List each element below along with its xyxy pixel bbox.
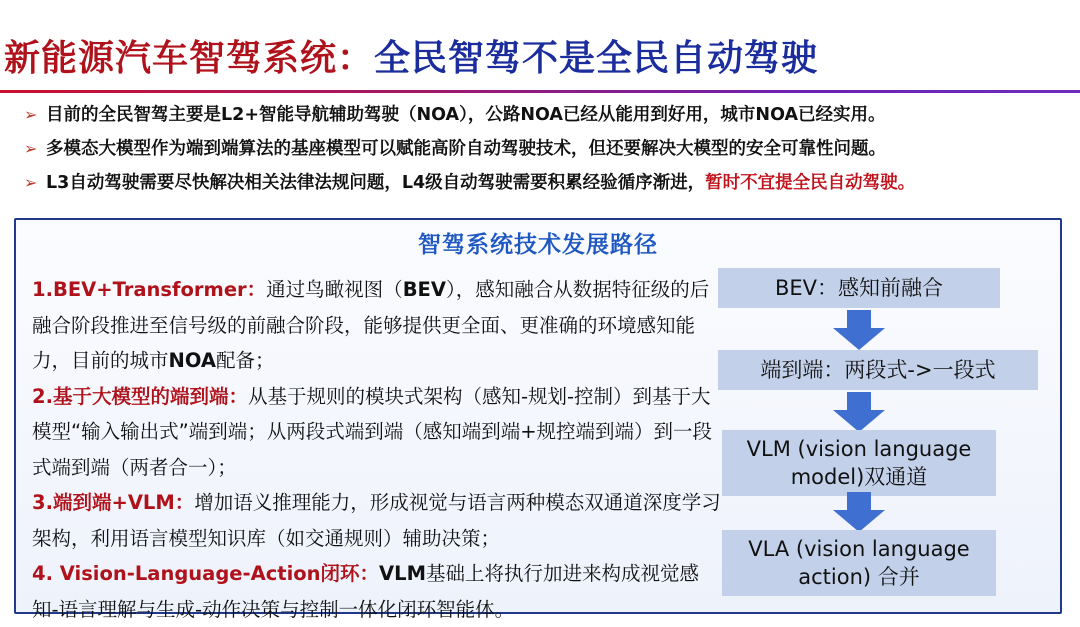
flow-diagram [716, 268, 1016, 598]
roadmap-item-heading: 4. Vision-Language-Action闭环： [32, 562, 380, 585]
roadmap-item-text: 配备； [215, 349, 275, 372]
title-part-2: 全民智驾不是全民自动驾驶 [374, 38, 819, 79]
bullet-text: 多模态大模型作为端到端算法的基座模型可以赋能高阶自动驾驶技术，但还要解决大模型的安全可靠性问题。 [46, 139, 886, 159]
roadmap-item-heading: 2.基于大模型的端到端： [32, 384, 248, 408]
roadmap-item-1 [32, 272, 722, 379]
roadmap-item-text: ），感知融合从数据特征级的后融合阶段推进至信号级的前融合阶段，能够提供更全面、更准确的环境感知能力，目前的城市 [32, 278, 710, 372]
roadmap-item-3 [32, 485, 722, 556]
roadmap-panel [14, 218, 1062, 621]
roadmap-item-text: VLM [379, 562, 426, 585]
bullet-item [20, 132, 1080, 166]
page-title [4, 30, 818, 90]
bullet-item [20, 98, 1080, 132]
roadmap-item-text: 基础上将执行加进来构成视觉感知-语言理解与生成-动作决策与控制一体化闭环智能体。 [32, 562, 699, 621]
down-arrow-icon [829, 310, 889, 350]
down-arrow-icon [829, 492, 889, 532]
bullet-item [20, 166, 1080, 200]
title-underline [0, 90, 1080, 93]
down-arrow-icon [829, 392, 889, 432]
roadmap-item-2 [32, 379, 722, 486]
roadmap-item-text: NOA [168, 349, 216, 372]
title-part-1: 新能源汽车智驾系统： [4, 38, 375, 79]
bullet-list [20, 98, 1080, 200]
bullet-text: L3自动驾驶需要尽快解决相关法律法规问题，L4级自动驾驶需要积累经验循序渐进， [46, 173, 706, 193]
arrow-bullet-icon: ➢ [24, 105, 38, 124]
roadmap-item-text: BEV [402, 278, 446, 301]
flow-box-end-to-end: 端到端：两段式->一段式 [718, 350, 1038, 390]
roadmap-description [32, 272, 722, 627]
roadmap-item-4 [32, 556, 722, 627]
arrow-bullet-icon: ➢ [24, 139, 38, 158]
roadmap-item-text: 增加语义推理能力，形成视觉与语言两种模态双通道深度学习架构，利用语言模型知识库（如交通规则）辅助决策； [32, 491, 721, 550]
panel-title: 智驾系统技术发展路径 [418, 232, 658, 258]
bullet-text: 目前的全民智驾主要是L2+智能导航辅助驾驶（NOA），公路NOA已经从能用到好用，城市NOA已经实用。 [46, 105, 886, 125]
arrow-bullet-icon: ➢ [24, 173, 38, 192]
flow-box-bev: BEV：感知前融合 [718, 268, 1000, 308]
roadmap-item-heading: 1.BEV+Transformer： [32, 278, 267, 301]
roadmap-item-text: 通过鸟瞰视图（ [266, 278, 403, 301]
roadmap-item-heading: 3.端到端+VLM： [32, 491, 195, 514]
flow-box-vla: VLA (vision language action) 合并 [722, 530, 996, 596]
roadmap-item-text: 从基于规则的模块式架构（感知-规划-控制）到基于大模型“输入输出式”端到端；从两段式端到端（感知端到端+规控端到端）到一段式端到端（两者合一）； [32, 384, 713, 479]
flow-box-vlm: VLM (vision language model)双通道 [722, 430, 996, 496]
bullet-highlight: 暂时不宜提全民自动驾驶。 [705, 173, 916, 193]
